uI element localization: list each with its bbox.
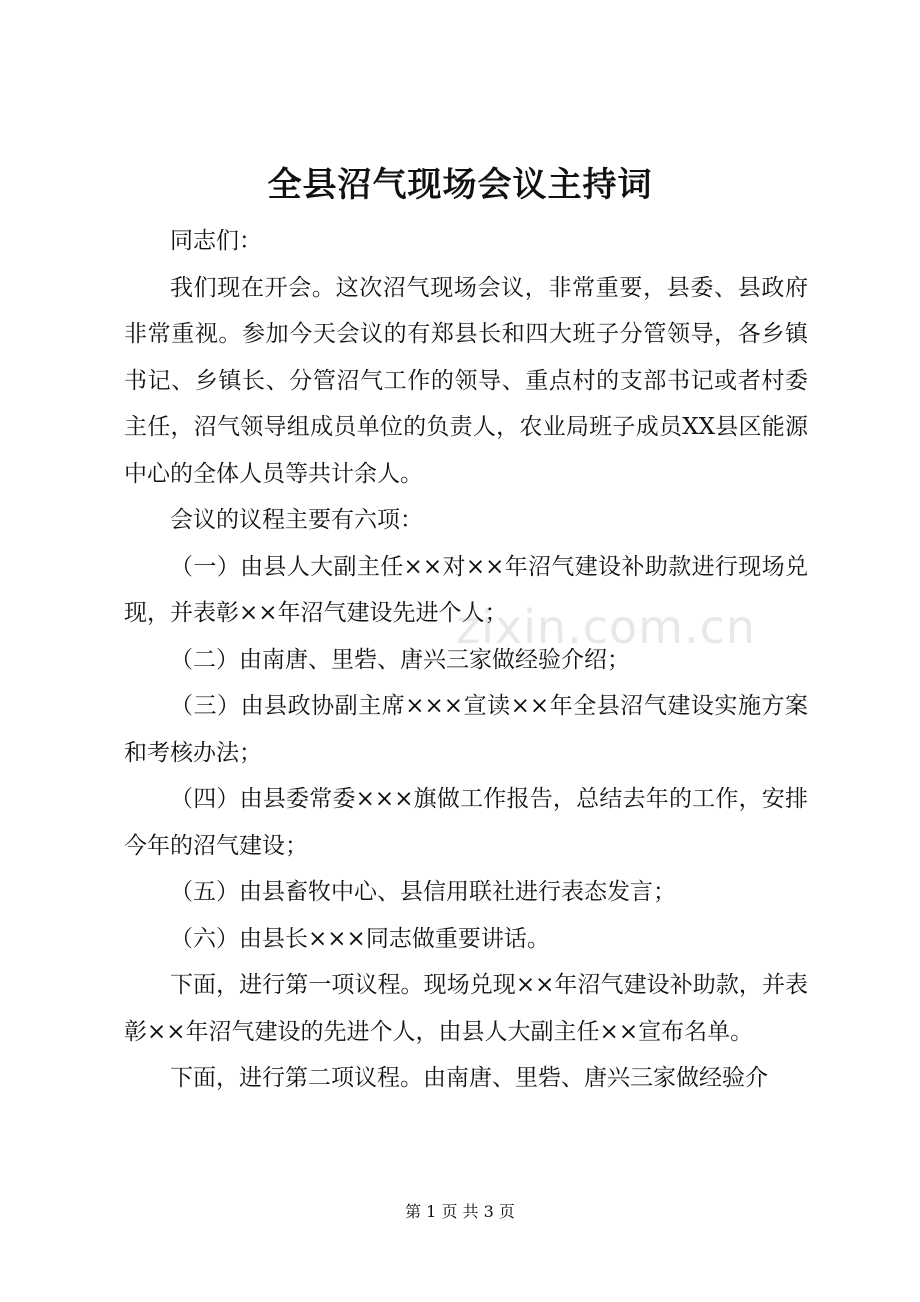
agenda-item-5: （五）由县畜牧中心、县信用联社进行表态发言；	[170, 879, 676, 905]
agenda-item-2: （二）由南唐、里砦、唐兴三家做经验介绍；	[170, 646, 630, 673]
watermark: zixin.com.cn	[456, 600, 757, 654]
agenda-item-4: （四）由县委常委×××旗做工作报告，总结去年的工作，安排今年的沼气建设；	[124, 786, 808, 859]
paragraph-second-agenda: 下面，进行第二项议程。由南唐、里砦、唐兴三家做经验介	[170, 1065, 768, 1091]
paragraph-first-agenda: 下面，进行第一项议程。现场兑现××年沼气建设补助款，并表彰××年沼气建设的先进个人，由县人大副主任××宣布名单。	[124, 972, 808, 1045]
page-footer: 第 1 页 共 3 页	[405, 1202, 515, 1221]
document-title: 全县沼气现场会议主持词	[267, 165, 653, 205]
salutation: 同志们：	[170, 228, 262, 254]
agenda-item-1: （一）由县人大副主任××对××年沼气建设补助款进行现场兑现，并表彰××年沼气建设先进个人；	[124, 553, 808, 626]
agenda-item-6: （六）由县长×××同志做重要讲话。	[170, 925, 550, 952]
paragraph-opening: 我们现在开会。这次沼气现场会议，非常重要，县委、县政府非常重视。参加今天会议的有郑县长和四大班子分管领导，各乡镇书记、乡镇长、分管沼气工作的领导、重点村的支部书记或者村委主任，沼气领导组成员单位的负责人，农业局班子成员XX县区能源中心的全体人员等共计余人。	[124, 274, 808, 487]
document-body	[124, 218, 808, 1102]
agenda-item-3: （三）由县政协副主席×××宣读××年全县沼气建设实施方案和考核办法；	[124, 693, 808, 766]
paragraph-agenda-intro: 会议的议程主要有六项：	[170, 507, 423, 533]
